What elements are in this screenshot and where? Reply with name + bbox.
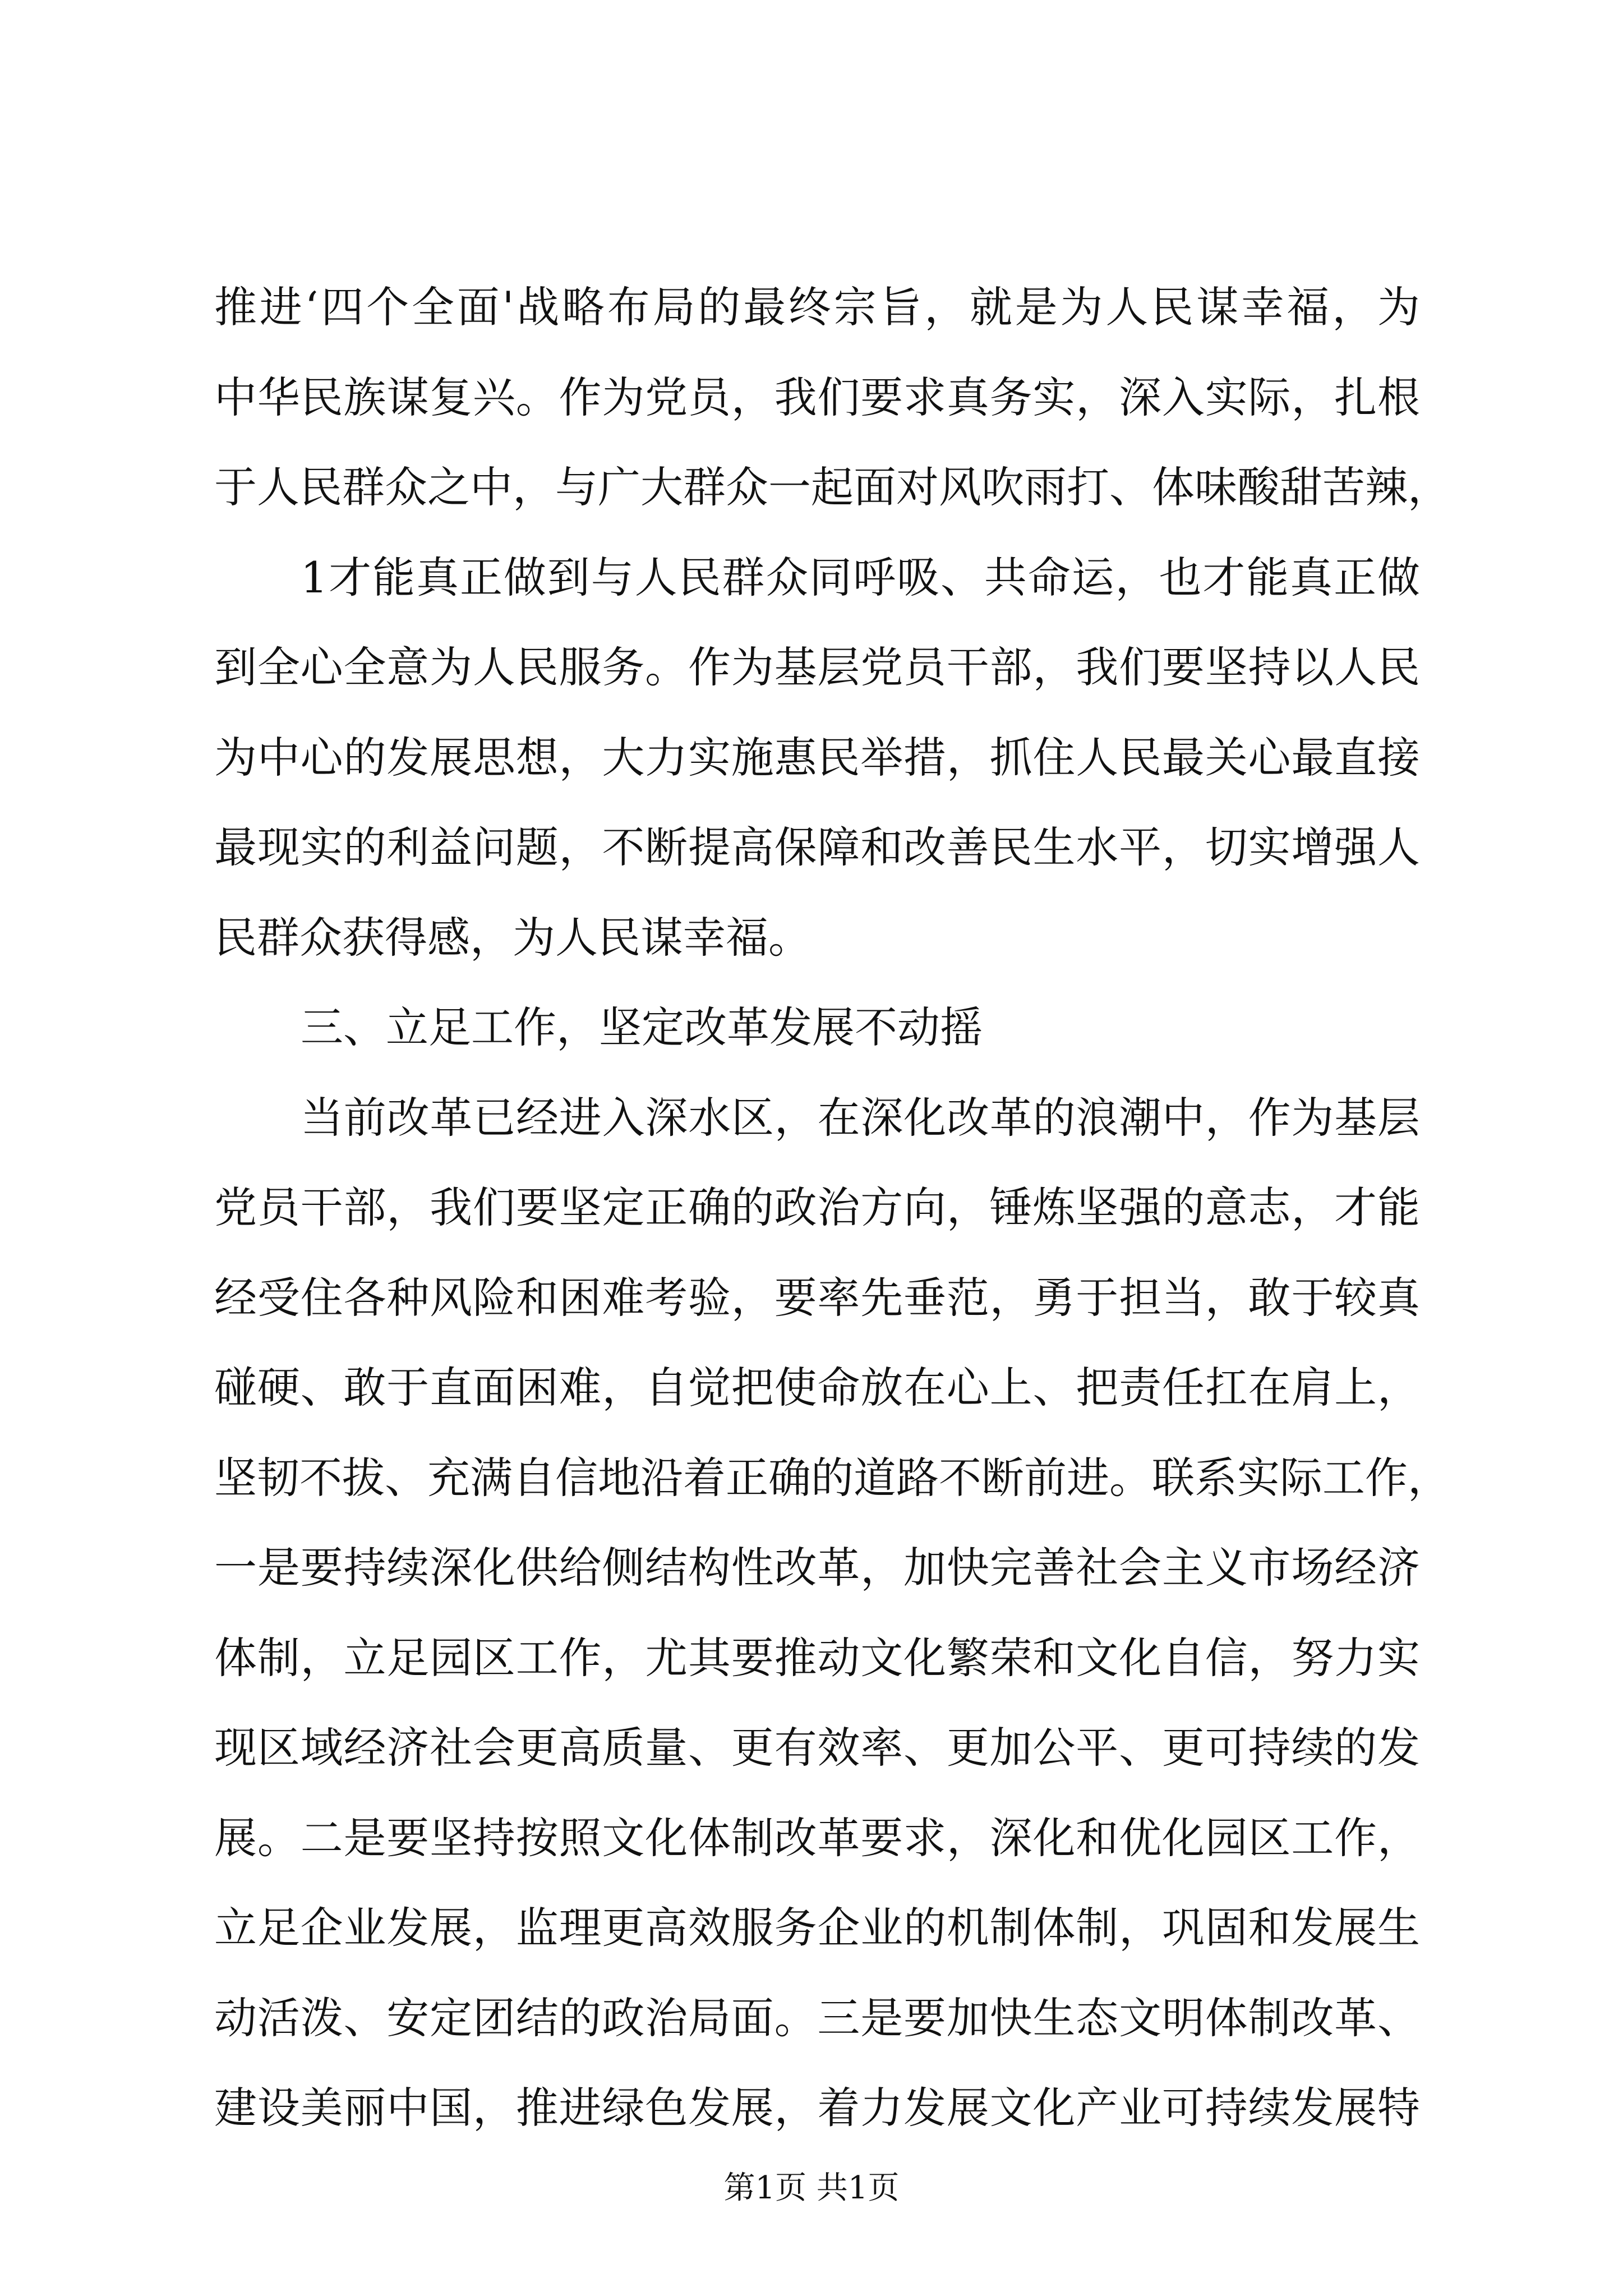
text-line-21: 建设美丽中国，推进绿色发展，着力发展文化产业可持续发展特 — [214, 2083, 1420, 2133]
text-line-11: 党员干部，我们要坚定正确的政治方向，锤炼坚强的意志，才能 — [214, 1182, 1420, 1232]
text-line-19: 立足企业发展，监理更高效服务企业的机制体制，巩固和发展生 — [214, 1903, 1420, 1953]
text-line-14: 坚韧不拔、充满自信地沿着正确的道路不断前进。联系实际工作， — [214, 1452, 1450, 1503]
text-line-6: 为中心的发展思想，大力实施惠民举措，抓住人民最关心最直接 — [214, 732, 1420, 783]
text-line-13: 碰硬、敢于直面困难，自觉把使命放在心上、把责任扛在肩上， — [214, 1363, 1420, 1412]
section-heading: 三、立足工作，坚定改革发展不动摇 — [301, 1002, 983, 1052]
text-line-8: 民群众获得感，为人民谋幸福。 — [214, 912, 811, 963]
text-line-1: 推进‘四个全面'战略布局的最终宗旨，就是为人民谋幸福，为 — [214, 282, 1420, 332]
text-line-5: 到全心全意为人民服务。作为基层党员干部，我们要坚持以人民 — [214, 642, 1420, 692]
text-line-17: 现区域经济社会更高质量、更有效率、更加公平、更可持续的发 — [214, 1723, 1420, 1773]
text-line-10: 当前改革已经进入深水区，在深化改革的浪潮中，作为基层 — [301, 1092, 1420, 1143]
page-footer: 第1页 共1页 — [723, 2170, 900, 2206]
text-line-7: 最现实的利益问题，不断提高保障和改善民生水平，切实增强人 — [214, 822, 1420, 872]
text-line-16: 体制，立足园区工作，尤其要推动文化繁荣和文化自信，努力实 — [214, 1632, 1420, 1683]
text-line-15: 一是要持续深化供给侧结构性改革，加快完善社会主义市场经济 — [214, 1543, 1420, 1593]
text-line-2: 中华民族谋复兴。作为党员，我们要求真务实，深入实际，扎根 — [214, 372, 1420, 422]
text-line-12: 经受住各种风险和困难考验，要率先垂范，勇于担当，敢于较真 — [214, 1272, 1420, 1323]
text-line-3: 于人民群众之中，与广大群众一起面对风吹雨打、体味酸甜苦辣， — [214, 462, 1450, 512]
text-line-4: 1才能真正做到与人民群众同呼吸、共命运，也才能真正做 — [301, 552, 1420, 602]
text-line-20: 动活泼、安定团结的政治局面。三是要加快生态文明体制改革、 — [214, 1993, 1420, 2043]
text-line-18: 展。二是要坚持按照文化体制改革要求，深化和优化园区工作， — [214, 1812, 1420, 1863]
